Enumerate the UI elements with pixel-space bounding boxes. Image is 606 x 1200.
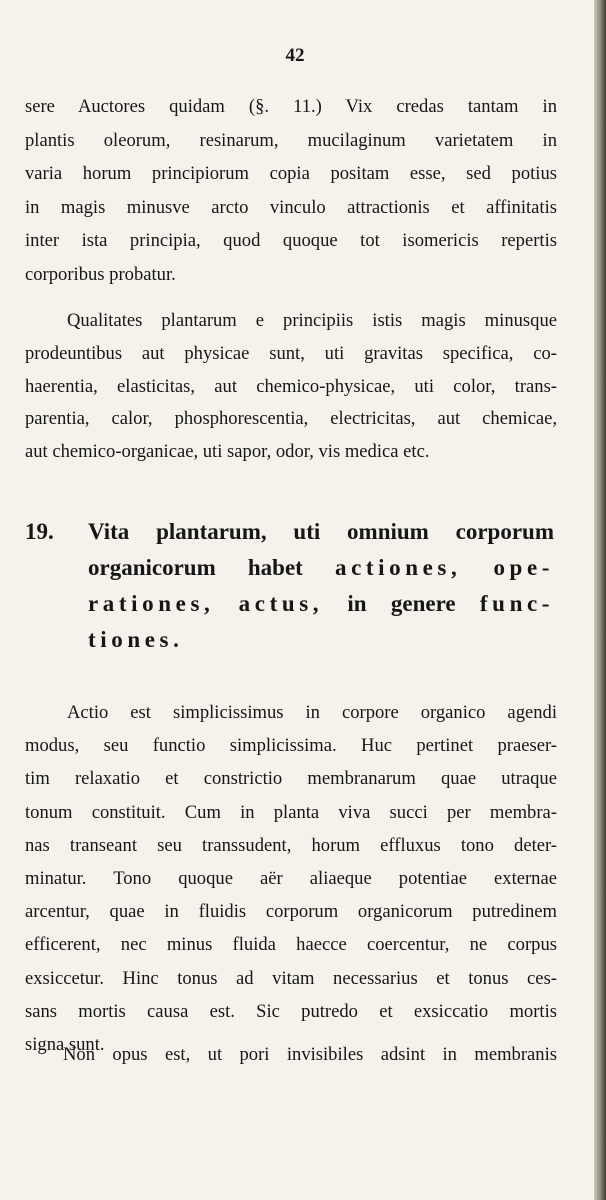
heading-text xyxy=(88,591,554,616)
text-line: exsiccetur. Hinc tonus ad vitam necessarius et tonus ces- xyxy=(25,967,557,989)
text-line: Non opus est, ut pori invisibiles adsint in membranis xyxy=(63,1044,557,1065)
heading-word: uti xyxy=(293,519,321,544)
heading-line xyxy=(88,550,554,586)
heading-line xyxy=(88,514,554,550)
heading-word: tiones. xyxy=(88,627,184,652)
paragraph-qualitates xyxy=(25,305,557,469)
heading-text xyxy=(88,519,554,544)
text-line: sere Auctores quidam (§. 11.) Vix credas tantam in xyxy=(25,96,557,117)
text-line: Actio est simplicissimus in corpore organico agendi xyxy=(67,702,557,723)
heading-word: genere xyxy=(390,591,456,616)
text-line: aut chemico-organicae, uti sapor, odor, vis medica etc. xyxy=(25,441,430,463)
text-line: arcentur, quae in fluidis corporum organicorum putredinem xyxy=(25,901,557,923)
text-line: tim relaxatio et constrictio membranarum quae utraque xyxy=(25,768,557,790)
heading-word: habet xyxy=(247,555,303,580)
paragraph-continuation xyxy=(25,90,557,291)
text-line: modus, seu functio simplicissima. Huc pertinet praeser- xyxy=(25,735,557,757)
heading-word: corporum xyxy=(455,519,554,544)
text-line: plantis oleorum, resinarum, mucilaginum varietatem in xyxy=(25,129,557,151)
section-number: 19. xyxy=(25,519,54,544)
section-heading xyxy=(88,514,554,658)
heading-word: actiones, xyxy=(334,555,462,580)
text-line: efficerent, nec minus fluida haecce coercentur, ne corpus xyxy=(25,934,557,956)
heading-word: rationes, xyxy=(88,591,215,616)
heading-word: in xyxy=(347,591,367,616)
heading-word: organicorum xyxy=(88,555,216,580)
heading-word: func- xyxy=(479,591,555,616)
heading-text xyxy=(88,627,183,652)
text-line: haerentia, elasticitas, aut chemico-physicae, uti color, trans- xyxy=(25,375,557,397)
heading-word: omnium xyxy=(347,519,429,544)
heading-word: ope- xyxy=(493,555,555,580)
heading-text xyxy=(88,555,554,580)
text-line: signa sunt. xyxy=(25,1034,105,1056)
text-line: in magis minusve arcto vinculo attractionis et affinitatis xyxy=(25,196,557,218)
heading-line xyxy=(88,586,554,622)
heading-word: Vita xyxy=(88,519,130,544)
text-line: inter ista principia, quod quoque tot isomericis repertis xyxy=(25,230,557,251)
text-line: nas transeant seu transsudent, horum effluxus tono deter- xyxy=(25,834,557,856)
paragraph-actio xyxy=(25,696,557,1061)
text-line: corporibus probatur. xyxy=(25,263,176,285)
page-number: 42 xyxy=(285,45,305,66)
heading-line xyxy=(88,622,554,658)
text-line: varia horum principiorum copia positam esse, sed potius xyxy=(25,163,557,184)
text-line: Qualitates plantarum e principiis istis magis minusque xyxy=(67,310,557,331)
page-edge-shadow xyxy=(594,0,606,1200)
text-line: parentia, calor, phosphorescentia, electricitas, aut chemicae, xyxy=(25,408,557,430)
text-line: sans mortis causa est. Sic putredo et exsiccatio mortis xyxy=(25,1000,557,1022)
text-line: tonum constituit. Cum in planta viva succi per membra- xyxy=(25,801,557,823)
heading-word: plantarum, xyxy=(156,519,267,544)
text-line: minatur. Tono quoque aër aliaeque potentiae externae xyxy=(25,868,557,890)
heading-word: actus, xyxy=(238,591,324,616)
text-line: prodeuntibus aut physicae sunt, uti gravitas specifica, co- xyxy=(25,342,557,364)
paragraph-non-opus xyxy=(25,1038,557,1071)
